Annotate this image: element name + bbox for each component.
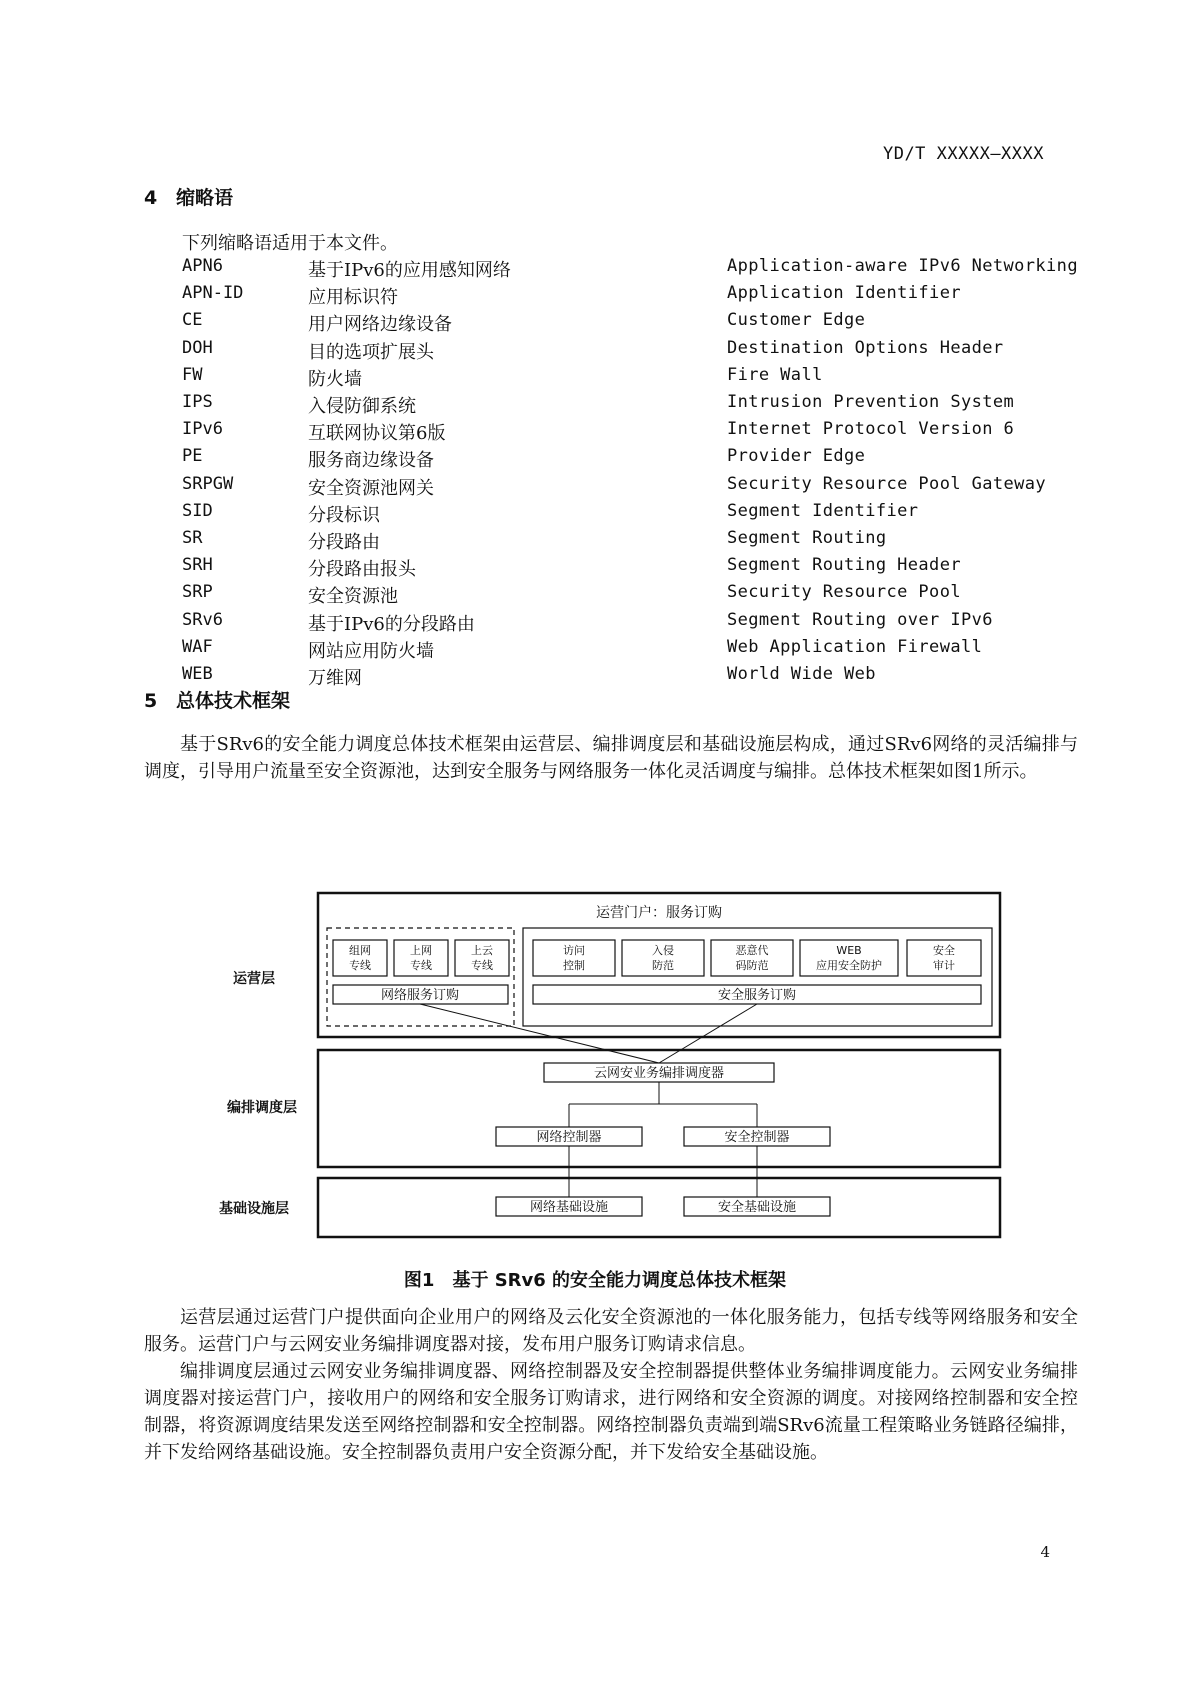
abbreviation-term: SID [182,500,213,521]
abbreviation-english: Segment Identifier [727,500,919,521]
net-item-line1: 上云 [471,944,493,957]
sec-item-line2: 控制 [563,959,585,972]
abbreviation-chinese: 应用标识符 [308,287,398,309]
abbreviation-chinese: 安全资源池网关 [308,477,434,499]
ops-layer-label: 运营层 [233,971,275,987]
sec-item-line2: 审计 [933,959,955,972]
abbreviation-chinese: 分段标识 [308,504,380,526]
abbreviation-chinese: 用户网络边缘设备 [308,314,452,336]
connector-line [659,1004,757,1063]
abbreviation-term: SRv6 [182,609,223,630]
paragraph-text: 运营层通过运营门户提供面向企业用户的网络及云化安全资源池的一体化服务能力，包括专线等网络服务和安全服务。运营门户与云网安业务编排调度器对接，发布用户服务订购请求信息。 [144,1307,1078,1355]
sec-item-line2: 码防范 [735,959,769,972]
abbreviation-chinese: 安全资源池 [308,586,398,608]
abbreviation-english: Internet Protocol Version 6 [727,419,1015,440]
document-code: YD/T XXXXX—XXXX [882,144,1044,164]
sec-infra-label: 安全基础设施 [717,1200,797,1215]
net-item-line1: 组网 [349,944,371,957]
infra-layer-label: 基础设施层 [219,1201,289,1217]
abbreviation-english: Application-aware IPv6 Networking [727,256,1078,276]
net-item-line1: 上网 [410,944,432,957]
sec-item-line1: 访问 [563,944,585,957]
abbreviation-chinese: 防火墙 [308,368,362,390]
abbreviation-english: Web Application Firewall [727,636,983,657]
abbreviation-english: Security Resource Pool Gateway [727,473,1047,494]
abbreviation-term: IPS [182,392,213,412]
net-item-line2: 专线 [471,959,493,972]
abbreviation-chinese: 分段路由报头 [308,559,416,581]
sec-item-line1: 恶意代 [735,944,769,957]
net-infra-label: 网络基础设施 [529,1200,609,1215]
abbreviation-chinese: 入侵防御系统 [308,396,416,417]
net-item-line2: 专线 [410,959,432,972]
net-subscribe-label: 网络服务订购 [380,988,460,1003]
page-number: 4 [1040,1543,1050,1561]
paragraph-text: 编排调度层通过云网安业务编排调度器、网络控制器及安全控制器提供整体业务编排调度能力。云网安业务编排调度器对接运营门户，接收用户的网络和安全服务订购请求，进行网络和安全资源的调度。对接网络控制器和安全控制器，将资源调度结果发送至网络控制器和安全控制器。网络控制器负责端到端SRv6流量工程策略业务链路径编排，并下发给网络基础设施。安全控制器负责用户安全资源分配，并下发给安全基础设施。 [144,1361,1078,1463]
paragraph-text: 基于SRv6的安全能力调度总体技术框架由运营层、编排调度层和基础设施层构成，通过SRv6网络的灵活编排与调度，引导用户流量至安全资源池，达到安全服务与网络服务一体化灵活调度与编排。总体技术框架如图1所示。 [144,734,1078,782]
abbreviation-english: Segment Routing [727,528,887,548]
abbreviation-term: PE [182,446,203,467]
abbreviation-chinese: 分段路由 [308,532,380,553]
section-number: 5 [144,690,158,712]
portal-label: 运营门户：服务订购 [596,905,722,921]
ops-layer-paragraph [144,1304,1078,1358]
abbreviation-term: DOH [182,337,213,358]
abbreviation-term: SRPGW [182,473,234,494]
abbreviation-english: Customer Edge [727,310,866,331]
abbreviation-english: Intrusion Prevention System [727,392,1015,412]
abbreviation-chinese: 网站应用防火墙 [308,640,434,662]
abbreviation-term: WEB [182,664,213,684]
sec-item-line1: WEB [836,944,862,957]
abbreviation-term: APN-ID [182,283,244,304]
abbreviation-english: Provider Edge [727,446,866,467]
sec-subscribe-label: 安全服务订购 [717,988,797,1003]
connector-line [420,1004,659,1063]
abbreviation-chinese: 服务商边缘设备 [308,450,434,472]
abbreviation-english: Fire Wall [727,364,823,385]
network-service-group [327,928,514,1026]
abbreviation-english: Segment Routing Header [727,555,961,576]
abbreviation-english: World Wide Web [727,664,876,684]
security-service-group [523,928,992,1026]
abbreviation-chinese: 目的选项扩展头 [308,341,434,363]
abbreviation-term: SRH [182,555,213,576]
section-title: 总体技术框架 [176,690,291,712]
abbreviation-chinese: 互联网协议第6版 [308,423,446,445]
section-title: 缩略语 [176,187,234,209]
abbreviation-english: Destination Options Header [727,337,1004,358]
net-controller-label: 网络控制器 [536,1130,602,1145]
abbreviation-term: APN6 [182,256,223,276]
abbreviation-chinese: 万维网 [308,668,362,689]
figure-caption: 图1 基于 SRv6 的安全能力调度总体技术框架 [403,1270,787,1291]
abbreviation-chinese: 基于IPv6的分段路由 [308,613,475,635]
abbreviation-term: SR [182,528,203,548]
sec-item-line1: 安全 [933,944,955,957]
orchestrator-label: 云网安业务编排调度器 [593,1066,725,1081]
abbreviation-term: WAF [182,636,213,657]
sec-item-line2: 防范 [652,959,674,972]
abbreviation-term: CE [182,310,203,331]
abbreviation-intro: 下列缩略语适用于本文件。 [182,233,398,254]
abbreviation-term: SRP [182,582,213,603]
sec-item-line1: 入侵 [652,944,674,957]
net-item-line2: 专线 [349,959,371,972]
orch-layer-label: 编排调度层 [227,1100,297,1116]
abbreviation-english: Application Identifier [727,283,961,304]
abbreviation-chinese: 基于IPv6的应用感知网络 [308,260,511,281]
sec-controller-label: 安全控制器 [724,1130,790,1145]
abbreviation-term: IPv6 [182,419,223,440]
abbreviation-english: Security Resource Pool [727,582,961,603]
abbreviation-english: Segment Routing over IPv6 [727,609,993,630]
section-number: 4 [144,187,158,209]
infra-layer-box [318,1178,1000,1237]
orch-layer-paragraph [144,1358,1078,1466]
abbreviation-term: FW [182,364,203,385]
sec-item-line2: 应用安全防护 [816,959,882,972]
